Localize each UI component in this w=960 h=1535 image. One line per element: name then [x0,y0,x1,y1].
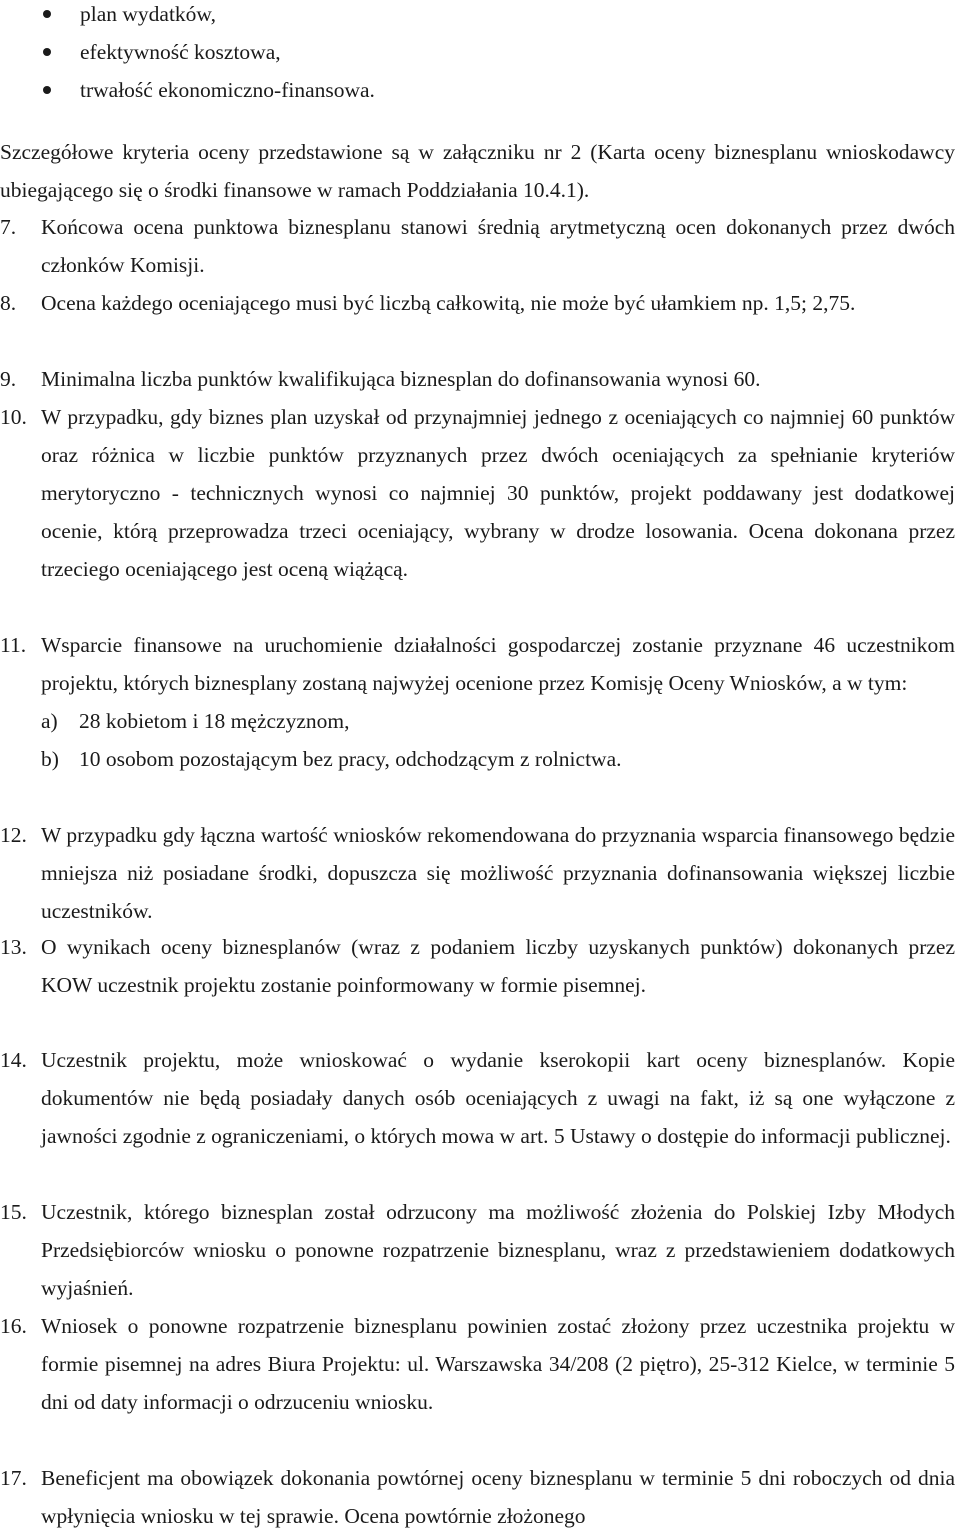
list-item-17 [0,1459,955,1535]
bullet-dot-icon [43,48,51,56]
list-item-11 [0,626,955,778]
sub-item-letter: b) [41,747,59,771]
bullet-dot-icon [43,10,51,18]
item-text: Uczestnik, którego biznesplan został odrzucony ma możliwość złożenia do Polskiej Izby Młodych Przedsiębiorców wniosku o ponowne rozpatrzenie biznesplanu, wraz z przedstawieniem dodatkowych wyjaśnień. [41,1200,955,1300]
list-item-14 [0,1041,955,1155]
item-text: Beneficjent ma obowiązek dokonania powtórnej oceny biznesplanu w terminie 5 dni roboczych od dnia wpłynięcia wniosku w tej sprawie. Ocena powtórnie złożonego [41,1466,955,1528]
sub-item-b [41,740,955,778]
list-item-16 [0,1307,955,1421]
item-text: Końcowa ocena punktowa biznesplanu stanowi średnią arytmetyczną ocen dokonanych przez dwóch członków Komisji. [41,215,955,277]
item-number: 17. [0,1466,27,1490]
bullet-item: plan wydatków, [80,0,216,33]
bullet-item: efektywność kosztowa, [80,33,281,71]
item-text: Uczestnik projektu, może wnioskować o wydanie kserokopii kart oceny biznesplanów. Kopie dokumentów nie będą posiadały danych osób oceniających z uwagi na fakt, iż są one wyłączone z jawności zgodnie z ograniczeniami, o których mowa w art. 5 Ustawy o dostępie do informacji publicznej. [41,1048,955,1148]
item-text: O wynikach oceny biznesplanów (wraz z podaniem liczby uzyskanych punktów) dokonanych przez KOW uczestnik projektu zostanie poinformowany w formie pisemnej. [41,935,955,997]
list-item-7 [0,208,955,284]
item-number: 15. [0,1200,27,1224]
item-text: W przypadku, gdy biznes plan uzyskał od przynajmniej jednego z oceniających co najmniej 60 punktów oraz różnica w liczbie punktów przyznanych przez dwóch oceniających za spełnianie kryteriów merytoryczno - technicznych wynosi co najmniej 30 punktów, projekt poddawany jest dodatkowej ocenie, którą przeprowadza trzeci oceniający, wybrany w drodze losowania. Ocena dokonana przez trzeciego oceniającego jest oceną wiążącą. [41,405,955,581]
item-number: 9. [0,367,17,391]
item-number: 13. [0,935,27,959]
item-text: Ocena każdego oceniającego musi być liczbą całkowitą, nie może być ułamkiem np. 1,5; 2,75. [41,291,856,315]
sub-item-letter: a) [41,709,58,733]
item-text: Wniosek o ponowne rozpatrzenie biznesplanu powinien zostać złożony przez uczestnika projektu w formie pisemnej na adres Biura Projektu: ul. Warszawska 34/208 (2 piętro), 25-312 Kielce, w terminie 5 dni od daty informacji o odrzuceniu wniosku. [41,1314,955,1414]
item-text: Minimalna liczba punktów kwalifikująca biznesplan do dofinansowania wynosi 60. [41,367,761,391]
list-item-8 [0,284,955,322]
list-item-12 [0,816,955,930]
list-item-15 [0,1193,955,1307]
list-item-10 [0,398,955,588]
intro-paragraph: Szczegółowe kryteria oceny przedstawione są w załączniku nr 2 (Karta oceny biznesplanu wnioskodawcy ubiegającego się o środki finansowe w ramach Poddziałania 10.4.1). [0,140,955,202]
item-number: 7. [0,215,17,239]
item-number: 11. [0,633,27,657]
item-number: 16. [0,1314,27,1338]
item-text: Wsparcie finansowe na uruchomienie działalności gospodarczej zostanie przyznane 46 uczestnikom projektu, których biznesplany zostaną najwyżej ocenione przez Komisję Oceny Wniosków, a w tym: [41,633,955,695]
item-number: 8. [0,291,17,315]
item-number: 14. [0,1048,27,1072]
list-item-13 [0,928,955,1004]
sub-item-a [41,702,955,740]
bullet-dot-icon [43,86,51,94]
list-item-9 [0,360,955,398]
item-number: 12. [0,823,27,847]
sub-item-text: 10 osobom pozostającym bez pracy, odchodzącym z rolnictwa. [79,747,622,771]
bullet-item: trwałość ekonomiczno-finansowa. [80,71,375,109]
item-text: W przypadku gdy łączna wartość wniosków rekomendowana do przyznania wsparcia finansowego będzie mniejsza niż posiadane środki, dopuszcza się możliwość przyznania dofinansowania większej liczbie uczestników. [41,823,955,923]
item-number: 10. [0,405,27,429]
sub-item-text: 28 kobietom i 18 mężczyznom, [79,709,350,733]
